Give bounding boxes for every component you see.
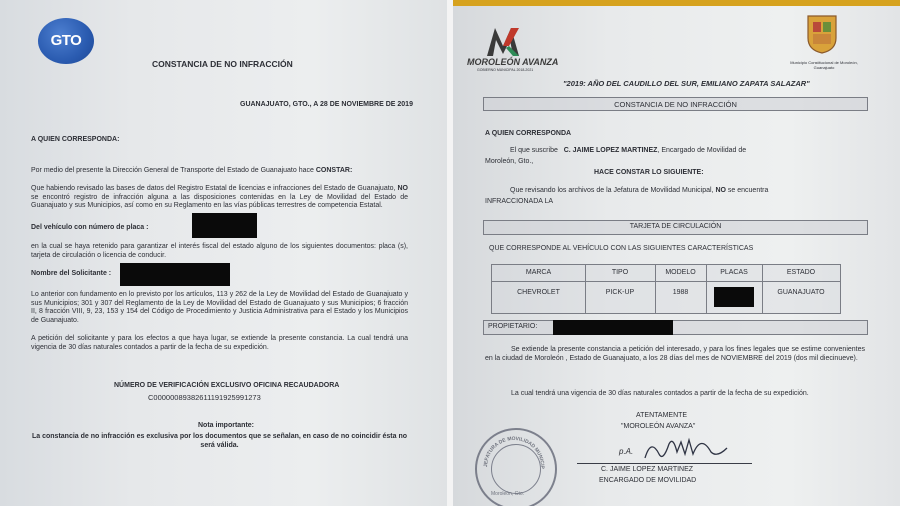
right-title: CONSTANCIA DE NO INFRACCIÓN: [614, 100, 737, 109]
table-header-marca: MARCA: [525, 269, 552, 276]
right-document: [453, 0, 900, 506]
left-paragraph-4: A petición del solicitante y para los efectos a que haya lugar, se extiende la presente constancia. La cual tendrá una vigencia de 30 días naturales contados a partir de la fecha de su expedición.: [31, 335, 408, 351]
vehicle-heading: QUE CORRESPONDE AL VEHÍCULO CON LAS SIGUIENTES CARACTERÍSTICAS: [489, 245, 754, 252]
seal-eagle-icon: [491, 444, 541, 494]
redacted-applicant: [120, 263, 230, 286]
vehicle-table: [491, 264, 841, 314]
hace-constar: HACE CONSTAR LO SIGUIENTE:: [594, 169, 704, 176]
table-header-placas: PLACAS: [720, 269, 748, 276]
table-divider: [492, 281, 840, 282]
table-header-estado: ESTADO: [786, 269, 816, 276]
signer-name: C. JAIME LOPEZ MARTINEZ: [601, 466, 694, 473]
moroleon-logo-icon: [485, 24, 521, 58]
crest-caption: Municipio Constitucional de Moroleón, Guanajuato: [790, 60, 858, 70]
table-cell-modelo: 1988: [672, 289, 689, 296]
right-paragraph-3: Se extiende la presente constancia a petición del interesado, y para los fines legales que se estime convenientes en la ciudad de Moroleón , Estado de Guanajuato, a los 28 días del mes de NOVIEMBRE del 2019 (dos mil diecinueve).: [485, 346, 865, 362]
right-title-box: [483, 97, 868, 111]
pa-mark: p.A.: [619, 447, 634, 456]
logo-name: MOROLEÓN AVANZA: [467, 57, 559, 67]
accent-bar: [453, 0, 900, 6]
right-paragraph-2: Que revisando los archivos de la Jefatura de Movilidad Municipal, NO se encuentra: [510, 187, 769, 194]
table-header-tipo: TIPO: [611, 269, 629, 276]
left-applicant-label: Nombre del Solicitante :: [31, 270, 112, 277]
seal-city: Moroleón, Gto.: [491, 491, 525, 497]
note-text: La constancia de no infracción es exclusiva por los documentos que se señalan, en caso de no coincidir ésta no será válida.: [32, 433, 407, 449]
left-salutation: A QUIEN CORRESPONDA:: [31, 136, 120, 143]
right-paragraph-1: El que suscribe C. JAIME LOPEZ MARTINEZ, Encargado de Movilidad de: [510, 147, 747, 154]
signature-line: [577, 463, 752, 464]
closing-org: "MOROLEÓN AVANZA": [621, 423, 696, 430]
owner-label: PROPIETARIO:: [488, 323, 538, 330]
redacted-placas: [714, 287, 754, 307]
document-box: [483, 220, 868, 235]
closing: ATENTAMENTE: [636, 412, 688, 419]
owner-box: [483, 320, 868, 335]
svg-text:JEFATURA DE MOVILIDAD MUNICIPA: JEFATURA DE MOVILIDAD MUNICIP: [482, 435, 546, 469]
verification-label: NÚMERO DE VERIFICACIÓN EXCLUSIVO OFICINA RECAUDADORA: [114, 382, 340, 389]
right-paragraph-4: La cual tendrá una vigencia de 30 días naturales contados a partir de la fecha de su expedición.: [511, 390, 809, 397]
redacted-owner: [553, 320, 673, 335]
left-paragraph-1: Que habiendo revisado las bases de datos del Registro Estatal de licencias e infracciones del Estado de Guanajuato, NO se encontró registro de infracción alguna a las disposiciones contenidas en la Ley de Movilidad del Estado de Guanajuato y sus Municipios, así como en su Reglamento en las vías públicas terrestres de competencia Estatal.: [31, 185, 408, 209]
left-paragraph-3: Lo anterior con fundamento en lo previsto por los artículos, 113 y 262 de la Ley de Movilidad del Estado de Guanajuato y sus Municipios; 301 y 307 del Reglamento de la Ley de Movilidad del Estado de Guanajuato y sus Municipios; 6 fracción II, 8 fracción VIII, 9, 23, 153 y 154 del Código de Procedimiento y Justicia Administrativa para el Estado y los Municipios de Guanajuato.: [31, 291, 408, 324]
left-document: [0, 0, 447, 506]
left-intro: Por medio del presente la Dirección General de Transporte del Estado de Guanajuato hace CONSTAR:: [31, 167, 353, 174]
year-motto: "2019: AÑO DEL CAUDILLO DEL SUR, EMILIANO ZAPATA SALAZAR": [563, 79, 810, 88]
logo-subtitle: GOBIERNO MUNICIPAL 2018-2021: [477, 68, 534, 72]
left-title: CONSTANCIA DE NO INFRACCIÓN: [152, 59, 293, 69]
right-salutation: A QUIEN CORRESPONDA: [485, 130, 572, 137]
left-plate-label: Del vehículo con número de placa :: [31, 224, 149, 231]
document-box-label: TARJETA DE CIRCULACIÓN: [629, 223, 722, 230]
signer-title: ENCARGADO DE MOVILIDAD: [599, 477, 697, 484]
gto-logo: GTO: [38, 18, 94, 64]
municipal-crest-icon: [805, 14, 839, 54]
table-header-modelo: MODELO: [665, 269, 696, 276]
table-cell-marca: CHEVROLET: [517, 289, 560, 296]
signature-icon: [641, 432, 731, 464]
left-place-date: GUANAJUATO, GTO., A 28 DE NOVIEMBRE DE 2019: [240, 101, 413, 108]
note-title: Nota importante:: [198, 422, 254, 429]
left-paragraph-2: en la cual se haya retenido para garantizar el interés fiscal del estado alguno de los siguientes documentos: placa (s), tarjeta de circulación o licencia de conducir.: [31, 243, 408, 259]
right-paragraph-2-line2: INFRACCIONADA LA: [485, 198, 554, 205]
table-cell-tipo: PICK-UP: [605, 289, 635, 296]
table-cell-estado: GUANAJUATO: [777, 289, 825, 296]
redacted-plate: [192, 213, 257, 238]
right-paragraph-1-line2: Moroleón, Gto.,: [485, 158, 534, 165]
verification-number: C00000089382611191925991273: [148, 393, 261, 402]
official-seal: [475, 428, 557, 506]
